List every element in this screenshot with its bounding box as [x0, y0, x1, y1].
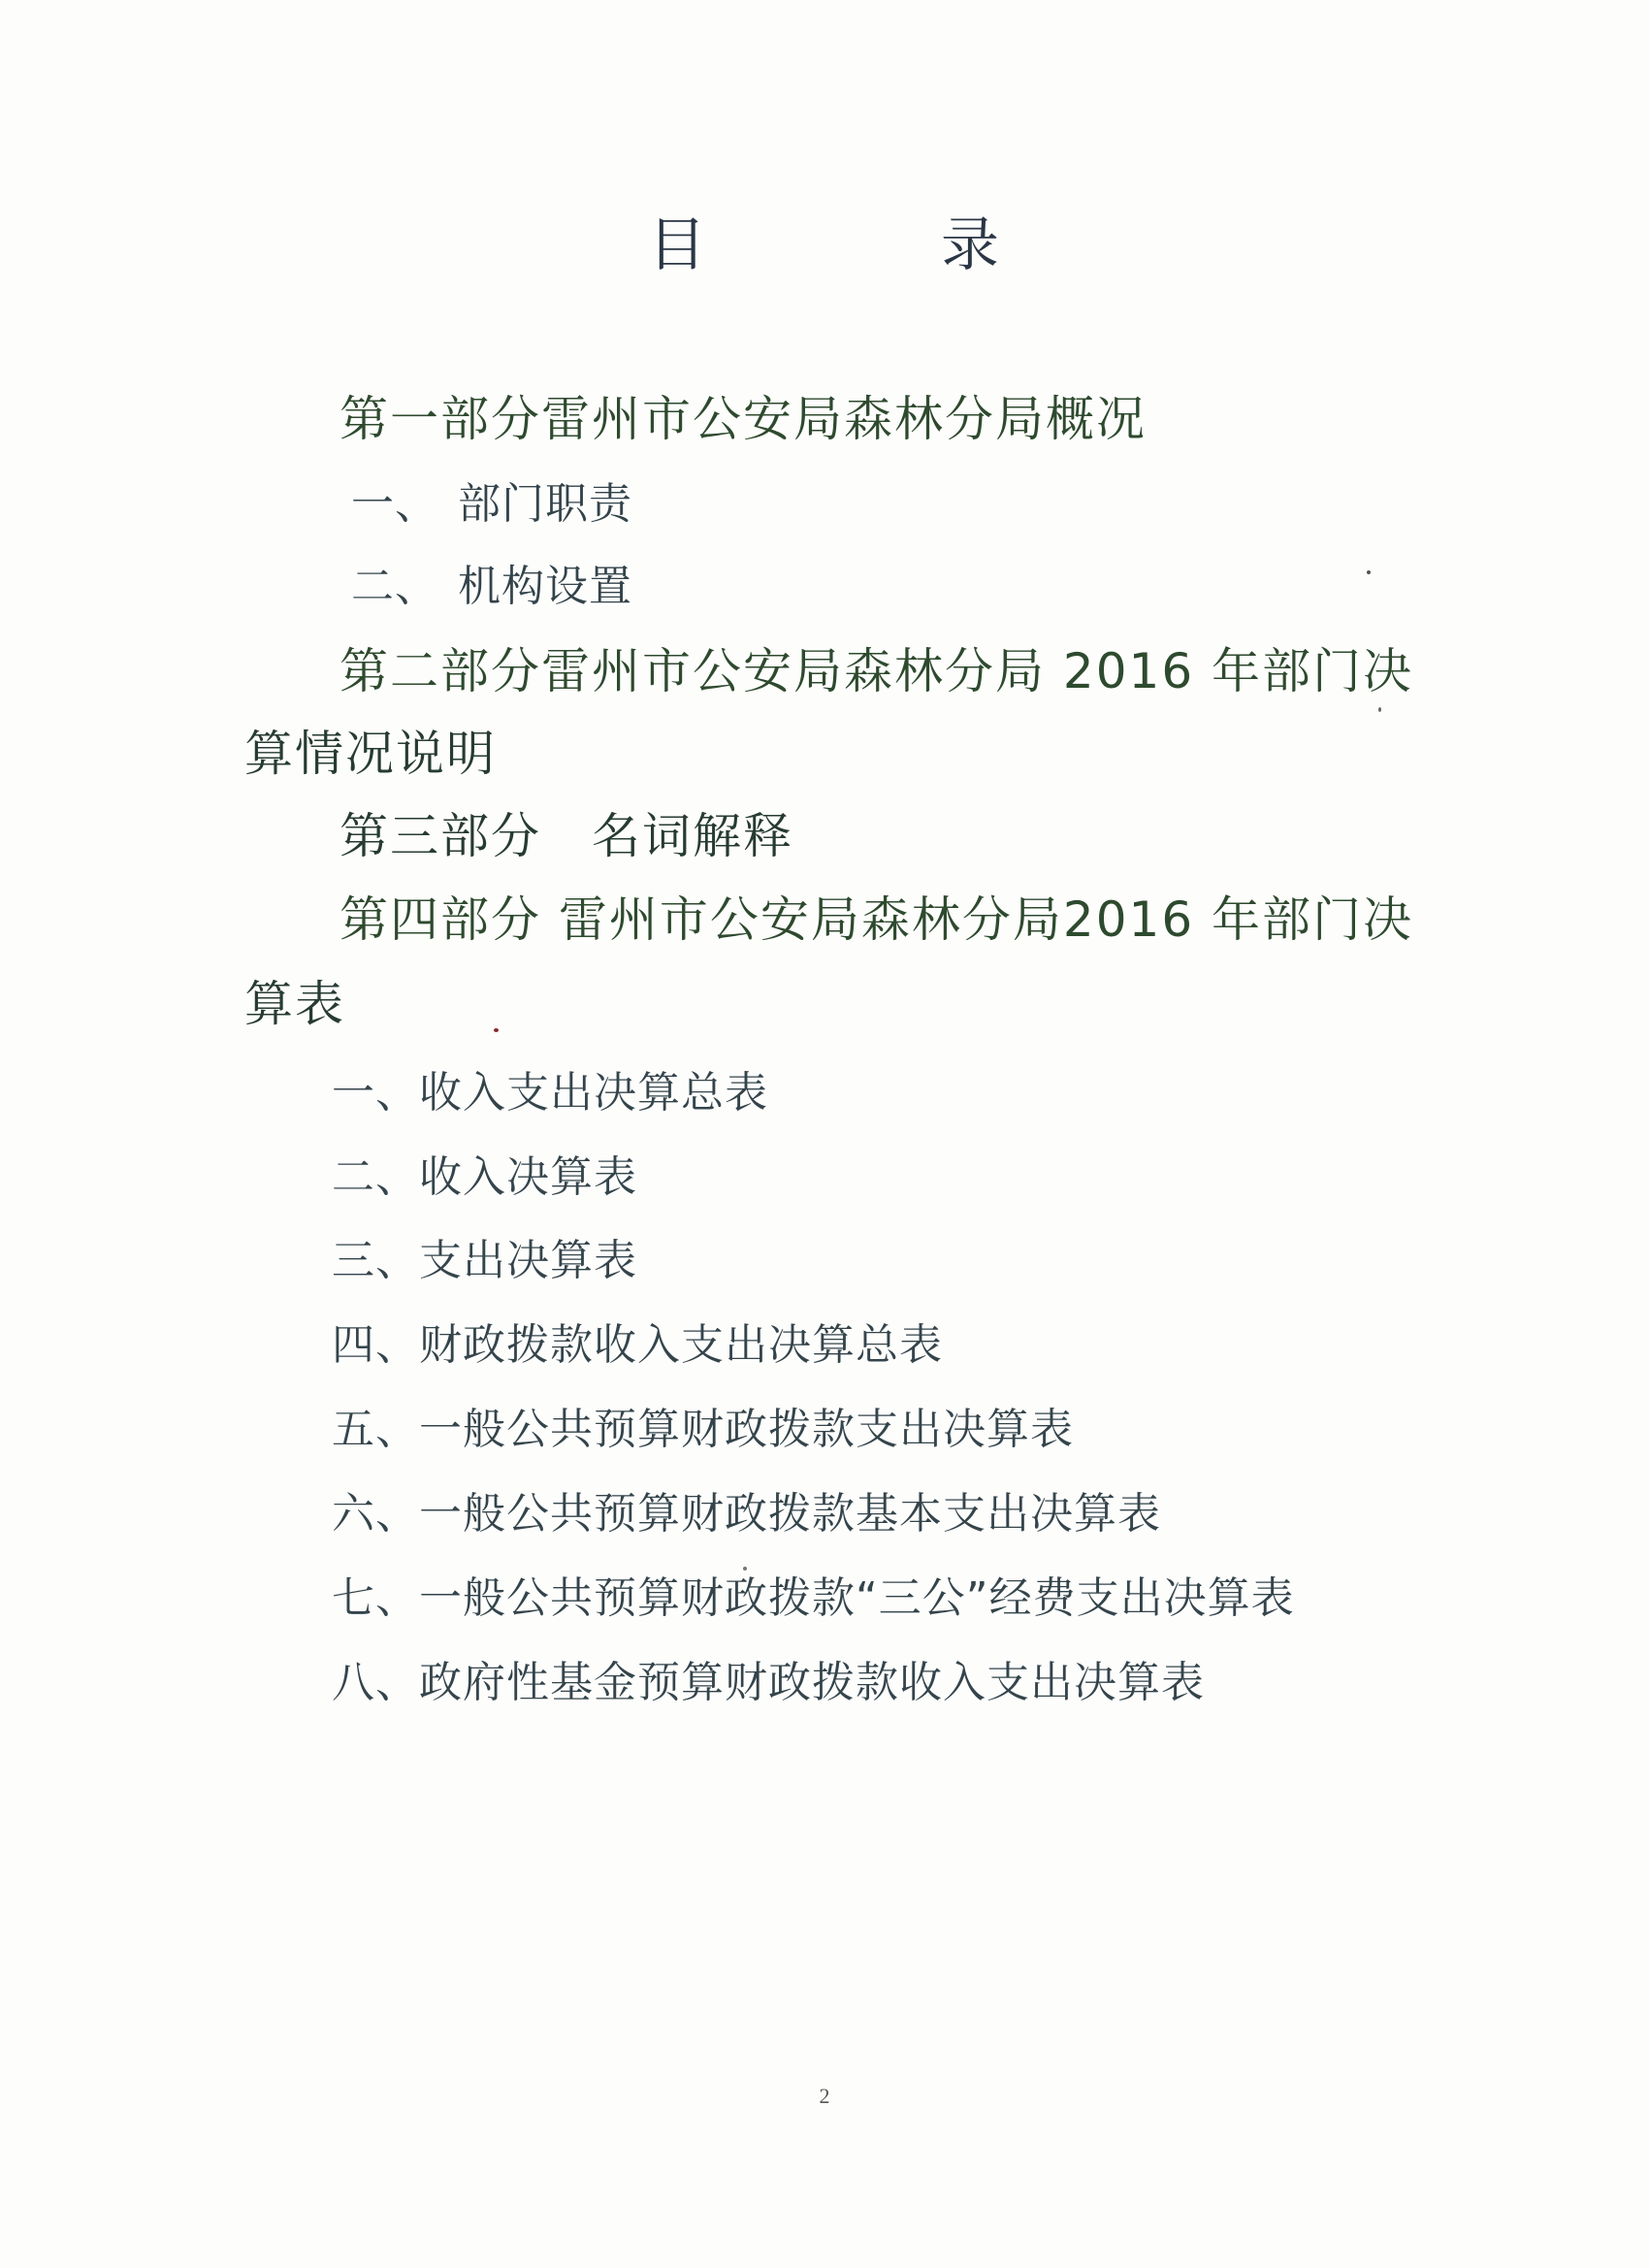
toc-part4-item-4: 四、财政拨款收入支出决算总表	[332, 1320, 943, 1370]
toc-part4-item-2: 二、收入决算表	[332, 1152, 637, 1202]
toc-item-number: 一、	[351, 479, 438, 529]
scan-speck	[743, 1567, 747, 1571]
toc-part1-item-2	[351, 551, 632, 613]
title-char-2: 录	[941, 211, 1001, 279]
toc-part4-item-5: 五、一般公共预算财政拨款支出决算表	[332, 1405, 1074, 1454]
toc-item-number: 二、	[351, 562, 438, 611]
page-title	[0, 199, 1649, 282]
toc-part4-item-1: 一、收入支出决算总表	[332, 1068, 768, 1118]
toc-part4-item-3: 三、支出决算表	[332, 1236, 637, 1285]
toc-part4-item-8: 八、政府性基金预算财政拨款收入支出决算表	[332, 1658, 1205, 1707]
toc-part4-heading-line1: 第四部分 雷州市公安局森林分局2016 年部门决	[340, 891, 1414, 948]
toc-part4-item-7: 七、一般公共预算财政拨款“三公”经费支出决算表	[332, 1573, 1295, 1623]
scan-speck	[1367, 570, 1371, 574]
toc-part4-heading-line2: 算表	[244, 976, 345, 1032]
toc-item-text: 部门职责	[458, 479, 632, 529]
toc-part1-item-1	[351, 469, 632, 531]
toc-part2-heading-line1: 第二部分雷州市公安局森林分局 2016 年部门决	[340, 643, 1414, 699]
title-char-1: 目	[648, 211, 708, 279]
toc-part2-heading-line2: 算情况说明	[244, 726, 497, 782]
toc-part3-heading: 第三部分 名词解释	[340, 808, 793, 864]
scan-speck	[1378, 707, 1381, 712]
toc-part1-heading: 第一部分雷州市公安局森林分局概况	[340, 391, 1147, 447]
toc-part4-item-6: 六、一般公共预算财政拨款基本支出决算表	[332, 1489, 1161, 1539]
scan-speck	[494, 1028, 499, 1032]
toc-item-text: 机构设置	[458, 562, 632, 611]
page-number: 2	[819, 2084, 830, 2108]
